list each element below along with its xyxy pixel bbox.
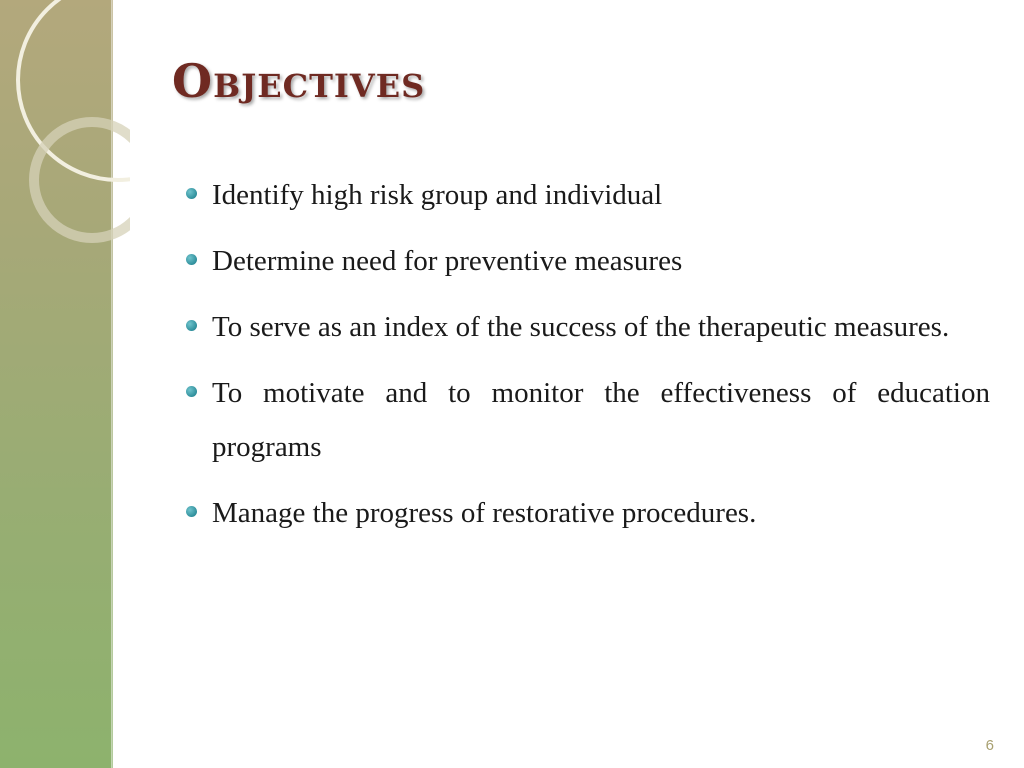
list-item — [186, 234, 990, 288]
bullet-icon — [186, 188, 197, 199]
list-item-text: Determine need for preventive measures — [212, 245, 683, 277]
bullet-icon — [186, 320, 197, 331]
list-item-text: To serve as an index of the success of the therapeutic measures. — [212, 311, 950, 343]
list-item-text: To motivate and to monitor the effectiveness of education programs — [212, 377, 990, 463]
bullet-icon — [186, 506, 197, 517]
slide-title: Objectives — [172, 54, 426, 108]
list-item — [186, 300, 990, 354]
decorative-circles — [0, 0, 130, 260]
list-item — [186, 366, 990, 474]
bullet-icon — [186, 254, 197, 265]
list-item — [186, 168, 990, 222]
objectives-list — [186, 168, 990, 552]
large-circle-decoration — [18, 0, 130, 180]
list-item — [186, 486, 990, 540]
bullet-icon — [186, 386, 197, 397]
list-item-text: Identify high risk group and individual — [212, 179, 663, 211]
list-item-text: Manage the progress of restorative procedures. — [212, 497, 757, 529]
page-number: 6 — [985, 737, 994, 754]
